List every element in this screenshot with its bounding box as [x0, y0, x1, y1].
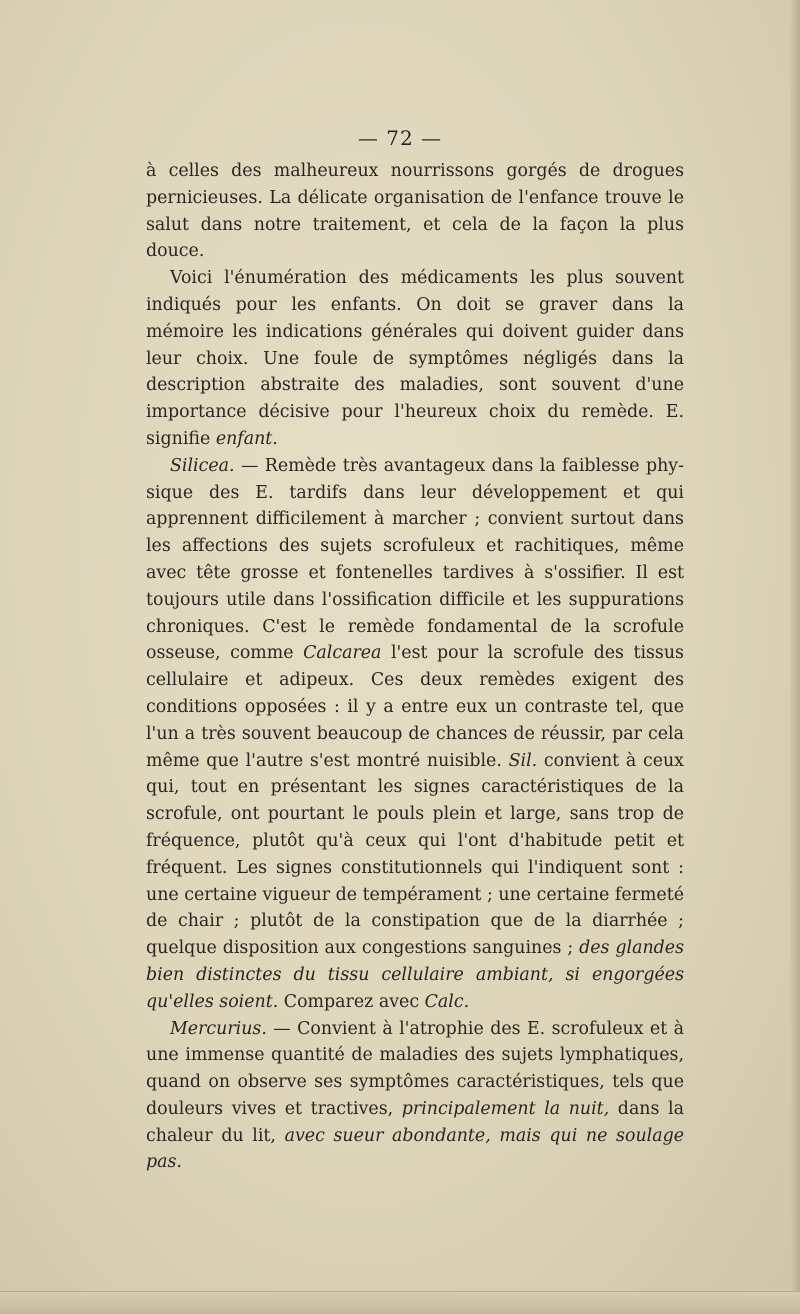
mercurius-italic-1: principalement la nuit,: [401, 1098, 610, 1119]
page-number: — 72 —: [357, 126, 443, 150]
remedy-name-mercurius: Mercurius.: [170, 1018, 267, 1039]
enumeration-italic: enfant.: [215, 428, 278, 449]
enumeration-text: Voici l'énumération des médicaments les plus souvent indiqués pour les enfants. On doit se graver dans la mémoire les indications générales qui doivent guider dans leur choix. Une foule de symptômes négligés dans la description abstraite des maladies, sont souvent d'une importance décisive pour l'heureux choix du remède. E. signifie: [146, 268, 684, 449]
page-edge: [790, 0, 800, 1314]
silicea-calc: Calc.: [424, 991, 470, 1012]
silicea-text-4: Comparez avec: [278, 991, 425, 1012]
silicea-text-2: l'est pour la scrofule des tissus cellulaire et adipeux. Ces deux remèdes exigent des conditions opposées : il y a entre eux un contraste tel, que l'un a très souvent beaucoup de chances de réussir, par cela même que l'autre s'est montré nuisible.: [146, 643, 684, 771]
paragraph-enumeration: [146, 265, 684, 453]
paragraph-silicea: [146, 453, 684, 1016]
paragraph-mercurius: [146, 1016, 684, 1177]
mercurius-italic-2: avec sueur abondante, mais qui ne soulage pas.: [146, 1125, 684, 1173]
body-text: [146, 158, 684, 1176]
silicea-italic: des glandes bien distinctes du tissu cellulaire ambiant, si engorgées qu'elles soient.: [146, 938, 684, 1012]
silicea-calcarea: Calcarea: [303, 643, 382, 664]
silicea-text-3: convient à ceux qui, tout en présentant les signes caractéristiques de la scrofule, ont pourtant le pouls plein et large, sans trop de fréquence, plutôt qu'à ceux qui l'ont d'habitude petit et fréquent. Les signes constitutionnels qui l'indiquent sont : une certaine vigueur de tempérament ; une certaine fermeté de chair ; plutôt de la constipation que de la diarrhée ; quelque disposition aux congestions sanguines ;: [146, 750, 684, 959]
silicea-text-1: — Remède très avantageux dans la faiblesse physique des E. tardifs dans leur développement et qui apprennent difficilement à marcher ; convient surtout dans les affections des sujets scrofuleux et rachitiques, même avec tête grosse et fontenelles tardives à s'ossifier. Il est toujours utile dans l'ossification difficile et les suppurations chroniques. C'est le remède fondamental de la scrofule osseuse, comme: [146, 455, 684, 664]
remedy-name-silicea: Silicea.: [170, 455, 235, 476]
mercurius-text-2: dans la chaleur du lit,: [146, 1098, 684, 1146]
paragraph-intro: à celles des malheureux nourrissons gorgés de drogues pernicieuses. La délicate organisation de l'enfance trouve le salut dans notre traitement, et cela de la façon la plus douce.: [146, 161, 684, 262]
page-bottom-edge: [0, 1291, 800, 1314]
mercurius-text-1: — Convient à l'atrophie des E. scrofuleux et à une immense quantité de maladies des sujets lymphatiques, quand on observe ses symptômes caractéristiques, tels que douleurs vives et tractives,: [146, 1018, 684, 1119]
silicea-sil: Sil.: [508, 750, 538, 771]
